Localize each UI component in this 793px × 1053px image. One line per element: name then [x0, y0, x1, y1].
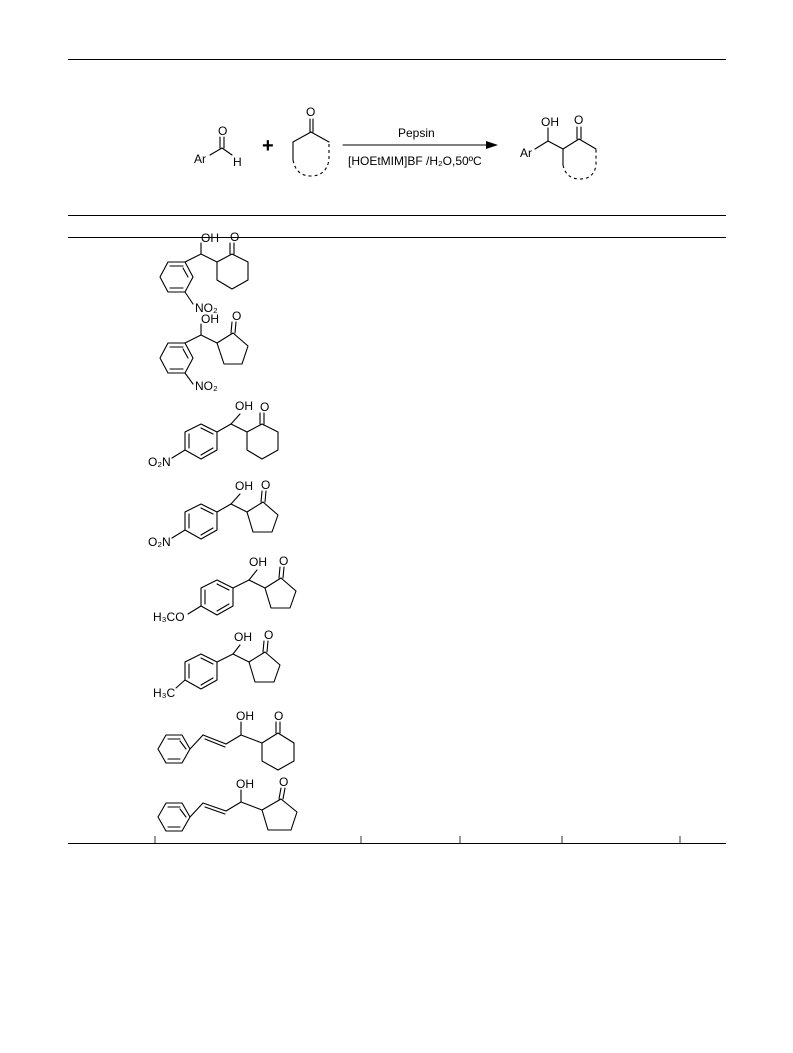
entry-5-substituent: H₃CO — [153, 610, 185, 624]
product-ar-label: Ar — [520, 146, 532, 160]
product-structure-3 — [148, 399, 278, 469]
entry-7-o: O — [274, 709, 284, 723]
product-structure-6 — [153, 628, 280, 700]
entry-4-substituent: O₂N — [148, 535, 171, 549]
plus-sign: + — [262, 135, 274, 157]
entry-7-oh: OH — [236, 709, 254, 723]
product-o-label: O — [574, 113, 584, 127]
entry-1-substituent: NO₂ — [195, 301, 218, 315]
arrow-top-label: Pepsin — [398, 126, 435, 140]
cyclic-ketone-structure — [293, 105, 329, 176]
product-structure-5 — [153, 554, 296, 624]
entry-6-oh: OH — [234, 630, 252, 644]
product-oh-label: OH — [541, 115, 559, 129]
entry-1-oh: OH — [201, 231, 219, 245]
entry-2-o: O — [232, 309, 242, 323]
entry-3-oh: OH — [235, 399, 253, 413]
entry-4-o: O — [261, 478, 271, 492]
product-structure-4 — [148, 478, 278, 549]
entry-4-oh: OH — [235, 479, 253, 493]
product-structure-1 — [160, 230, 248, 315]
product-structure-2 — [160, 309, 248, 393]
entry-6-o: O — [264, 628, 274, 642]
entry-6-substituent: H₃C — [153, 686, 176, 700]
aldehyde-h-label: H — [233, 155, 242, 169]
reaction-arrow — [343, 126, 498, 168]
arrow-bottom-label: [HOEtMIM]BF /H₂O,50ºC — [348, 154, 482, 168]
entry-1-o: O — [230, 230, 240, 244]
entry-2-oh: OH — [201, 312, 219, 326]
header-rule-top — [68, 215, 726, 216]
entry-5-o: O — [279, 554, 289, 568]
product-table — [0, 230, 793, 844]
aldehyde-structure — [194, 124, 242, 169]
entry-8-o: O — [279, 775, 289, 789]
product-structure — [520, 113, 596, 179]
aldehyde-ar-label: Ar — [194, 152, 206, 166]
entry-8-oh: OH — [236, 777, 254, 791]
entry-3-substituent: O₂N — [148, 455, 171, 469]
entry-3-o: O — [260, 400, 270, 414]
entry-2-substituent: NO₂ — [195, 379, 218, 393]
product-structure-7 — [158, 709, 294, 770]
reaction-scheme — [0, 0, 793, 210]
aldehyde-o-label: O — [218, 124, 228, 138]
entry-5-oh: OH — [249, 555, 267, 569]
ketone-o-label: O — [306, 105, 316, 119]
product-structure-8 — [158, 775, 297, 831]
